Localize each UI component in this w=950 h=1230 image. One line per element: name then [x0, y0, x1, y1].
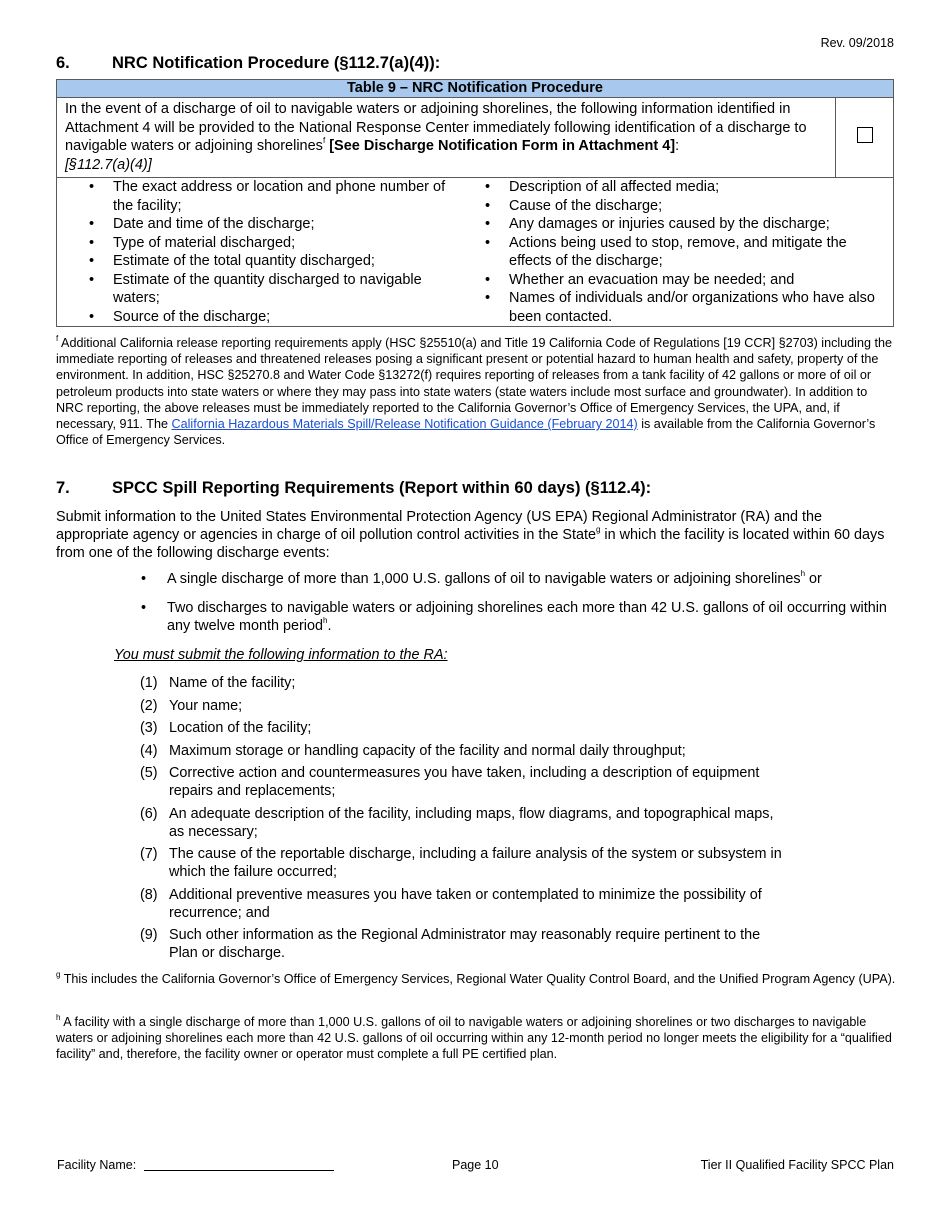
- list-item-text: Location of the facility;: [169, 720, 312, 736]
- list-item: • The exact address or location and phone number of the facility;: [57, 178, 453, 215]
- list-item: • Source of the discharge;: [57, 308, 453, 327]
- table-intro: [57, 98, 836, 178]
- facility-name-label: Facility Name:: [57, 1158, 137, 1172]
- footnote-ref-f: f: [322, 136, 326, 146]
- plan-title: Tier II Qualified Facility SPCC Plan: [700, 1158, 894, 1172]
- list-item-text: An adequate description of the facility, including maps, flow diagrams, and topographical maps, as necessary;: [169, 805, 774, 840]
- list-item: [140, 674, 790, 692]
- right-list: [453, 178, 893, 326]
- footnote-f: [56, 335, 896, 448]
- list-item: • Estimate of the total quantity discharged;: [57, 252, 453, 271]
- list-item: [140, 742, 790, 760]
- footnote-g-text: This includes the California Governor’s Office of Emergency Services, Regional Water Quality Control Board, and the Unified Program Agency (UPA).: [60, 972, 896, 986]
- required-information-list: [140, 674, 790, 967]
- bullet-1-text: A single discharge of more than 1,000 U.S. gallons of oil to navigable waters or adjoining shorelines: [167, 571, 801, 587]
- list-item-number: (5): [140, 765, 158, 781]
- section-6-heading: [56, 54, 440, 73]
- footnote-ref-g: g: [595, 525, 601, 535]
- list-item-text: Corrective action and countermeasures you have taken, including a description of equipment repairs and replacements;: [169, 765, 760, 799]
- bullet-2-after: .: [327, 618, 332, 634]
- intro-bold: [See Discharge Notification Form in Attachment 4]: [325, 138, 676, 154]
- footnote-ref-h-1: h: [800, 569, 806, 579]
- section-7-heading: [56, 479, 651, 498]
- list-item-number: (3): [140, 720, 158, 736]
- must-submit-heading: You must submit the following information to the RA:: [114, 647, 448, 663]
- notification-guidance-link[interactable]: California Hazardous Materials Spill/Release Notification Guidance (February 2014): [171, 417, 638, 432]
- list-item-text: The cause of the reportable discharge, including a failure analysis of the system or subsystem in which the failure occurred;: [169, 846, 782, 880]
- list-item-number: (1): [140, 675, 158, 691]
- list-item: • Actions being used to stop, remove, and mitigate the effects of the discharge;: [453, 234, 893, 271]
- list-item: • Whether an evacuation may be needed; and: [453, 271, 893, 290]
- list-item-number: (6): [140, 805, 158, 822]
- revision-date: Rev. 09/2018: [820, 36, 894, 50]
- section-6-title: NRC Notification Procedure (§112.7(a)(4)):: [112, 54, 441, 72]
- footnote-f-mark: f: [56, 333, 59, 343]
- list-item: • Estimate of the quantity discharged to navigable waters;: [57, 271, 453, 308]
- list-item-number: (4): [140, 742, 158, 759]
- list-item: [140, 926, 790, 962]
- list-item-text: Name of the facility;: [169, 675, 296, 691]
- list-item: • Cause of the discharge;: [453, 197, 893, 216]
- list-item: [140, 697, 790, 715]
- list-item-text: Such other information as the Regional Administrator may reasonably require pertinent to the Plan or discharge.: [169, 927, 761, 961]
- discharge-event-bullet-2: [167, 599, 887, 635]
- section-7-number: 7.: [56, 479, 70, 497]
- left-list: [57, 178, 453, 326]
- discharge-event-bullet-1: [167, 570, 887, 588]
- intro-colon: :: [675, 138, 680, 154]
- section-6-number: 6.: [56, 54, 70, 72]
- list-item-number: (9): [140, 927, 158, 943]
- checkbox[interactable]: [857, 127, 873, 143]
- list-item-text: Additional preventive measures you have taken or contemplated to minimize the possibility of recurrence; and: [169, 886, 762, 921]
- footnote-h-text: A facility with a single discharge of more than 1,000 U.S. gallons of oil to navigable waters or adjoining shorelines or two discharges to navigable waters or adjoining shorelines each more than 42 U.S. gallons of oil occurring within any 12-month period no longer meets the eligibility for a “qualified facility” and, therefore, the facility owner or operator must complete a full PE certified plan.: [56, 1015, 892, 1062]
- bullet-1-after: or: [805, 571, 822, 587]
- footnote-f-after: is available from the California Governor’s Office of Emergency Services.: [56, 417, 876, 448]
- intro-citation: [§112.7(a)(4)]: [65, 156, 152, 173]
- list-item-text: Your name;: [169, 697, 243, 714]
- nrc-notification-table: [56, 79, 894, 327]
- list-item-number: (8): [140, 886, 158, 903]
- table-title: Table 9 – NRC Notification Procedure: [57, 80, 894, 98]
- list-item: • Any damages or injuries caused by the discharge;: [453, 215, 893, 234]
- footnote-g-mark: g: [56, 969, 61, 979]
- list-item-number: (2): [140, 697, 158, 714]
- checkbox-cell: [836, 98, 894, 178]
- footnote-g: [56, 971, 896, 987]
- list-item: [140, 764, 790, 800]
- facility-name-field: [57, 1158, 334, 1172]
- table-lists: [57, 178, 894, 327]
- page-number: Page 10: [452, 1158, 499, 1172]
- list-item-number: (7): [140, 846, 158, 862]
- footnote-h-mark: h: [56, 1012, 61, 1022]
- intro-text: In the event of a discharge of oil to navigable waters or adjoining shorelines, the following information identified in Attachment 4 will be provided to the National Response Center immediately following identification of a discharge to navigable waters or adjoining shorelines: [65, 101, 807, 154]
- footnote-h: [56, 1014, 896, 1063]
- list-item: [140, 845, 790, 881]
- footnote-ref-h-2: h: [323, 616, 328, 626]
- list-item: • Type of material discharged;: [57, 234, 453, 253]
- list-item: [140, 719, 790, 737]
- section-7-intro-after: in which the facility is located within 60 days from one of the following discharge events:: [56, 527, 885, 561]
- section-7-title: SPCC Spill Reporting Requirements (Report within 60 days) (§112.4):: [112, 479, 652, 497]
- list-item: • Names of individuals and/or organizations who have also been contacted.: [453, 289, 893, 326]
- facility-name-blank[interactable]: [144, 1170, 334, 1171]
- list-item: [140, 805, 790, 841]
- footnote-f-text: Additional California release reporting requirements apply (HSC §25510(a) and Title 19 California Code of Regulations [19 CCR] §2703) including the immediate reporting of releases and threatened releases posing a significant present or potential hazard to human health and safety, property of the environment. In addition, HSC §25270.8 and Water Code §13272(f) requires reporting of releases from a tank facility of 42 gallons or more of oil or petroleum products into state waters or where they may pass into state waters (state waters include most surface and groundwater). In addition to NRC reporting, the above releases must be immediately reported to the California Governor’s Office of Emergency Services, the UPA, and, if necessary, 911. The: [56, 336, 892, 432]
- section-7-intro: [56, 508, 898, 562]
- list-item-text: Maximum storage or handling capacity of the facility and normal daily throughput;: [169, 742, 686, 759]
- section-7-intro-text: Submit information to the United States Environmental Protection Agency (US EPA) Regional Administrator (RA) and the appropriate agency or agencies in charge of oil pollution control activities in the State: [56, 509, 823, 543]
- list-item: • Description of all affected media;: [453, 178, 893, 197]
- list-item: [140, 886, 790, 922]
- bullet-2-text: Two discharges to navigable waters or adjoining shorelines each more than 42 U.S. gallons of oil occurring within any twelve month period: [167, 600, 887, 634]
- list-item: • Date and time of the discharge;: [57, 215, 453, 234]
